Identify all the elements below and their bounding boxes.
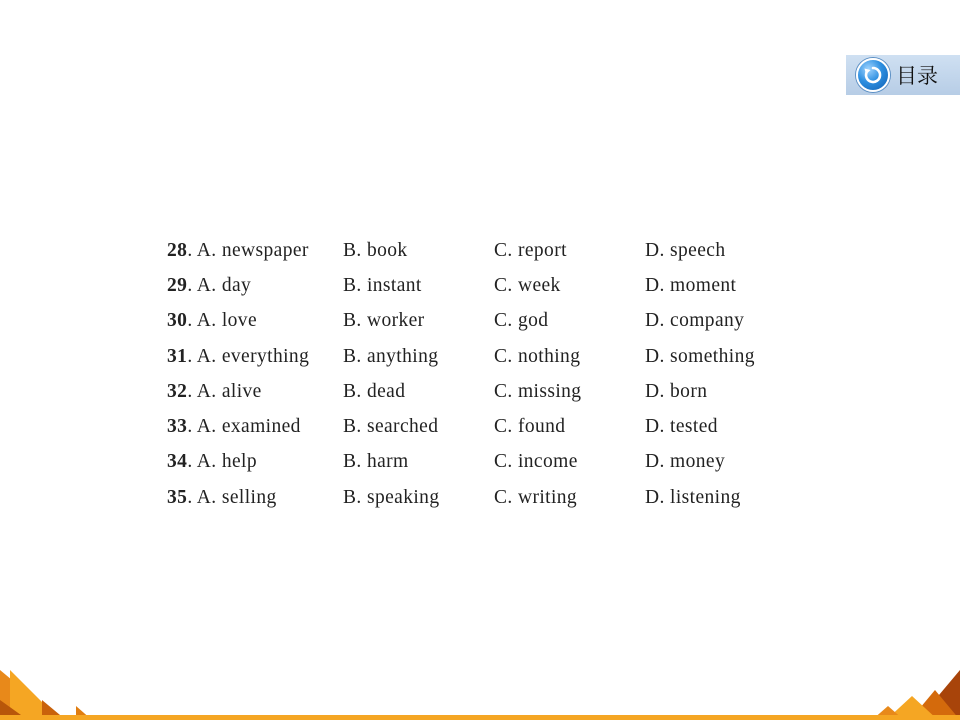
option-b: B. instant [343, 274, 422, 296]
option-d: D. money [645, 451, 726, 473]
option-a-text: A. help [196, 451, 258, 473]
option-a: 28. A. newspaper [167, 239, 309, 261]
question-number: 35 [167, 486, 188, 508]
question-number: 31 [167, 345, 188, 367]
option-c: C. writing [494, 486, 578, 508]
toc-label: 目录 [896, 64, 938, 88]
question-number: 30 [167, 310, 188, 332]
option-b: B. searched [343, 416, 439, 438]
option-c: C. missing [494, 380, 582, 402]
option-a: 30. A. love [167, 310, 258, 332]
option-d: D. speech [645, 239, 726, 261]
option-a: 35. A. selling [167, 486, 277, 508]
option-a: 29. A. day [167, 274, 252, 296]
option-c: C. found [494, 416, 566, 438]
option-d: D. listening [645, 486, 741, 508]
option-c: C. report [494, 239, 567, 261]
option-a-text: A. everything [196, 345, 310, 367]
option-d: D. company [645, 310, 745, 332]
option-b: B. harm [343, 451, 409, 473]
option-d: D. tested [645, 416, 718, 438]
option-a: 32. A. alive [167, 380, 262, 402]
question-number: 29 [167, 274, 188, 296]
question-number: 32 [167, 380, 188, 402]
option-b: B. anything [343, 345, 439, 367]
bottom-bar [0, 715, 960, 720]
option-b: B. worker [343, 310, 425, 332]
option-d: D. moment [645, 274, 737, 296]
question-number: 34 [167, 451, 188, 473]
question-number: 28 [167, 239, 188, 261]
option-d: D. born [645, 380, 708, 402]
option-a-text: A. newspaper [196, 239, 309, 261]
option-a: 31. A. everything [167, 345, 310, 367]
question-number: 33 [167, 416, 188, 438]
option-a-text: A. alive [196, 380, 262, 402]
option-c: C. week [494, 274, 561, 296]
option-a: 34. A. help [167, 451, 258, 473]
option-a-text: A. selling [196, 486, 277, 508]
option-a-text: A. examined [196, 416, 301, 438]
option-d: D. something [645, 345, 755, 367]
option-c: C. nothing [494, 345, 581, 367]
option-b: B. book [343, 239, 408, 261]
option-a-text: A. day [196, 274, 252, 296]
option-c: C. god [494, 310, 549, 332]
option-b: B. speaking [343, 486, 440, 508]
option-a: 33. A. examined [167, 416, 301, 438]
option-c: C. income [494, 451, 578, 473]
option-b: B. dead [343, 380, 406, 402]
option-a-text: A. love [196, 310, 258, 332]
